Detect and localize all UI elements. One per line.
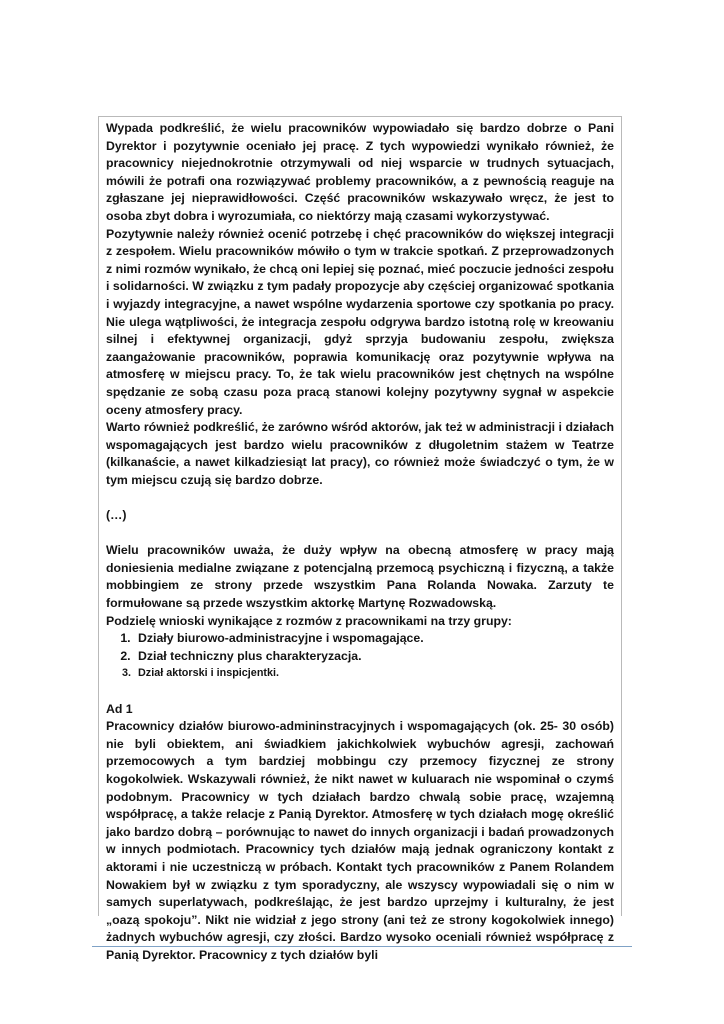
groups-list <box>106 630 614 683</box>
blank-line <box>106 489 614 507</box>
paragraph-long-tenure: Warto również podkreślić, że zarówno wśród aktorów, jak też w administracji i działach wspomagających jest bardzo wielu pracowników z długoletnim stażem w Teatrze (kilkanaście, a nawet kilkadziesiąt lat pracy), co również może świadczyć o tym, że w tym miejscu czują się bardzo dobrze. <box>106 420 614 487</box>
blank-line <box>106 525 614 543</box>
paragraph-director-assessment: Wypada podkreślić, że wielu pracowników wypowiadało się bardzo dobrze o Pani Dyrektor i pozytywnie oceniało jej pracę. Z tych wypowiedzi wynikało również, że pracownicy niejednokrotnie otrzymywali od niej wsparcie w trudnych sytuacjach, mówili że potrafi ona rozwiązywać problemy pracowników, a z pewnością reaguje na zgłaszane jej nieprawidłowości. Część pracowników wskazywało wręcz, że jest to osoba zbyt dobra i wyrozumiała, co niektórzy mają czasami wykorzystywać. <box>106 121 614 223</box>
footer-divider <box>92 946 632 947</box>
document-text-box <box>98 116 622 962</box>
section-heading-ad1: Ad 1 <box>106 701 133 716</box>
group-item-acting: 3. Dział aktorski i inspicjentki. <box>134 665 614 683</box>
blank-line <box>106 683 614 701</box>
group-item-technical: 2. Dział techniczny plus charakteryzacja. <box>134 648 614 666</box>
group-item-administration: 1. Działy biurowo-administracyjne i wspomagające. <box>134 630 614 648</box>
ellipsis-marker: (…) <box>106 508 127 523</box>
paragraph-media-reports: Wielu pracowników uważa, że duży wpływ na obecną atmosferę w pracy mają doniesienia medialne związane z potencjalną przemocą psychiczną i fizyczną, a także mobbingiem ze strony przede wszystkim Pana Rolanda Nowaka. Zarzuty te formułowane są przede wszystkim aktorkę Martynę Rozwadowską. <box>106 543 614 611</box>
paragraph-team-integration: Pozytywnie należy również ocenić potrzebę i chęć pracowników do większej integracji z zespołem. Wielu pracowników mówiło o tym w trakcie spotkań. Z przeprowadzonych z nimi rozmów wynikało, że chcą oni lepiej się poznać, mieć poczucie jedności zespołu i solidarności. W związku z tym padały propozycje aby częściej organizować spotkania i wyjazdy integracyjne, a nawet wspólne wydarzenia sportowe czy spotkania po pracy. Nie ulega wątpliwości, że integracja zespołu odgrywa bardzo istotną rolę w kreowaniu silnej i efektywnej organizacji, gdyż sprzyja budowaniu zespołu, zwiększa zaangażowanie pracowników, poprawia komunikację oraz pozytywnie wpływa na atmosferę w miejscu pracy. To, że tak wielu pracowników jest chętnych na wspólne spędzanie ze sobą czasu poza pracą stanowi kolejny pozytywny sygnał w aspekcie oceny atmosfery pracy. <box>106 226 614 417</box>
paragraph-ad1-body: Pracownicy działów biurowo-admininstracyjnych i wspomagających (ok. 25- 30 osób) nie byli obiektem, ani świadkiem jakichkolwiek wybuchów agresji, zachowań przemocowych a tym bardziej mobbingu czy przemocy fizycznej ze strony kogokolwiek. Wskazywali również, że nikt nawet w kuluarach nie wspominał o czymś podobnym. Pracownicy w tych działach bardzo chwalą sobie pracę, wzajemną współpracę, a także relacje z Panią Dyrektor. Atmosferę w tych działach mogę określić jako bardzo dobrą – porównując to nawet do innych organizacji i badań prowadzonych w innych podmiotach. Pracownicy tych działów mają jednak ograniczony kontakt z aktorami i nie uczestniczą w próbach. Kontakt tych pracowników z Panem Rolandem Nowakiem był w związku z tym sporadyczny, ale wszyscy wypowiadali się o nim w samych superlatywach, podkreślając, że jest bardzo uprzejmy i kulturalny, że jest „oazą spokoju”. Nikt nie widział z jego strony (ani też ze strony kogokolwiek innego) żadnych wybuchów agresji, czy złości. Bardzo wysoko oceniali również współpracę z Panią Dyrektor. Pracownicy z tych działów byli <box>106 719 614 962</box>
paragraph-groups-intro: Podzielę wnioski wynikające z rozmów z pracownikami na trzy grupy: <box>106 613 512 628</box>
